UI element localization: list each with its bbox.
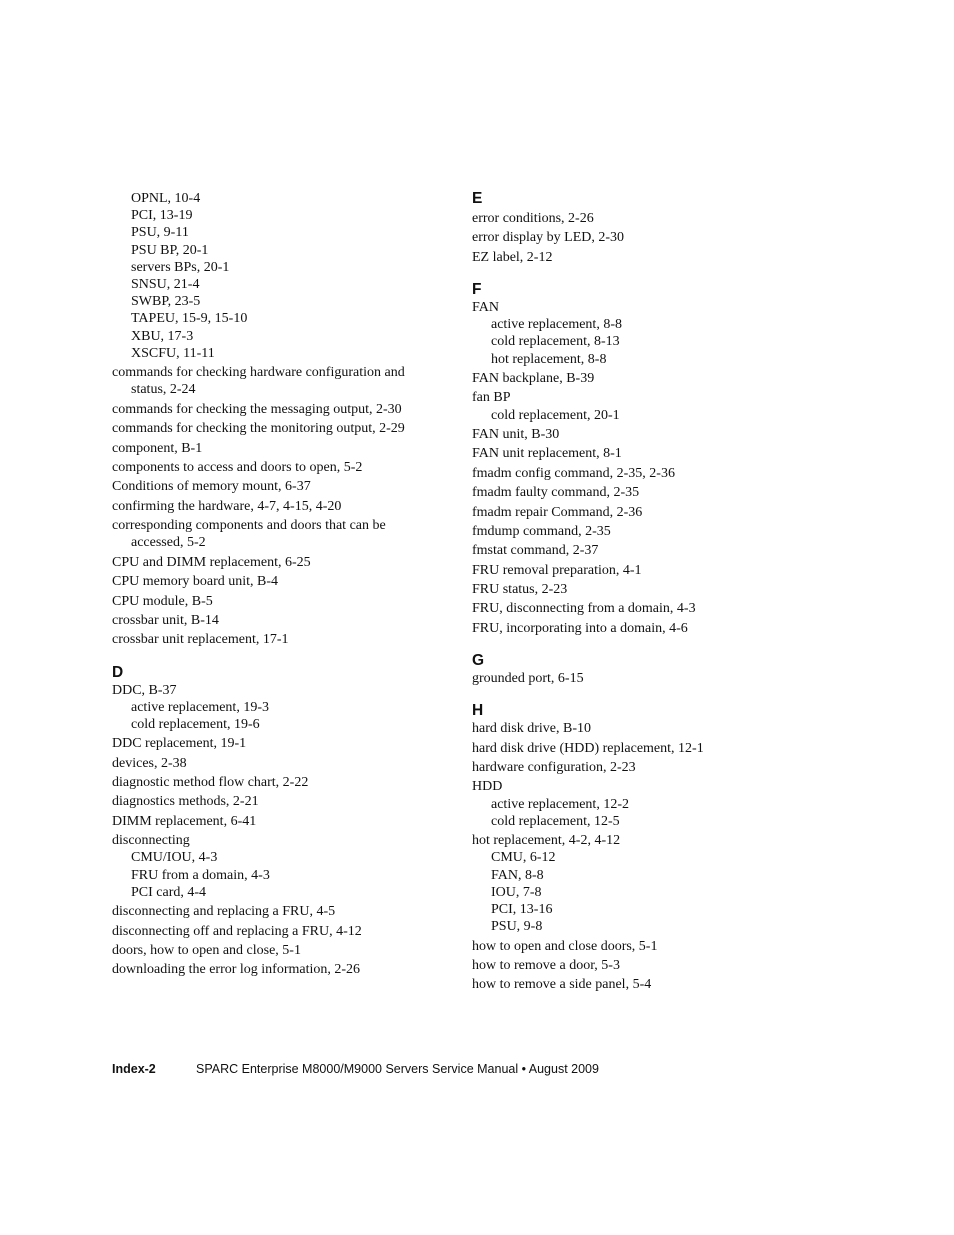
index-entry [472, 832, 792, 935]
index-entry: DDC replacement, 19-1 [112, 736, 247, 752]
index-entry-line: commands for checking hardware configuration and [112, 365, 405, 381]
index-subentry: SNSU, 21-4 [131, 277, 200, 293]
index-entry: commands for checking the messaging output, 2-30 [112, 401, 402, 417]
index-entry: disconnecting off and replacing a FRU, 4-12 [112, 923, 362, 939]
index-entry [112, 832, 452, 901]
index-entry: FRU, incorporating into a domain, 4-6 [472, 620, 688, 636]
index-subentry: IOU, 7-8 [491, 884, 542, 900]
index-entry: CPU module, B-5 [112, 593, 213, 609]
index-entry: FRU removal preparation, 4-1 [472, 562, 642, 578]
index-entry: error conditions, 2-26 [472, 211, 594, 226]
index-subentry: cold replacement, 8-13 [491, 334, 620, 350]
index-entry-line: FAN [472, 299, 499, 315]
index-entry: commands for checking the monitoring output, 2-29 [112, 421, 405, 437]
index-entry: FRU, disconnecting from a domain, 4-3 [472, 601, 696, 617]
index-entry: FAN backplane, B-39 [472, 370, 595, 386]
index-entry: fmadm faulty command, 2-35 [472, 485, 640, 501]
index-column-left [112, 190, 452, 981]
page-footer [112, 1062, 599, 1076]
index-entry: downloading the error log information, 2-26 [112, 962, 361, 978]
index-entry [472, 778, 792, 830]
index-subentry: PCI card, 4-4 [131, 884, 207, 900]
index-entry: FAN unit replacement, 8-1 [472, 446, 622, 462]
index-letter-heading: G [472, 652, 485, 670]
index-letter-heading: F [472, 280, 482, 298]
index-entry-line: accessed, 5-2 [131, 535, 206, 551]
index-subentry: FRU from a domain, 4-3 [131, 867, 270, 883]
index-entry [112, 517, 452, 551]
index-entry-line: hot replacement, 4-2, 4-12 [472, 833, 621, 849]
index-subentry: XBU, 17-3 [131, 328, 194, 344]
index-subentry: cold replacement, 19-6 [131, 716, 260, 732]
index-entry-line: disconnecting [112, 833, 190, 849]
index-entry: components to access and doors to open, 5-2 [112, 459, 363, 475]
index-subentry: FAN, 8-8 [491, 867, 544, 883]
index-subentry: OPNL, 10-4 [131, 191, 201, 206]
index-entry: diagnostic method flow chart, 2-22 [112, 775, 309, 791]
index-subentry: cold replacement, 12-5 [491, 813, 620, 829]
index-subentry: active replacement, 12-2 [491, 796, 629, 812]
index-entry: fmdump command, 2-35 [472, 523, 611, 539]
index-entry: FRU status, 2-23 [472, 582, 568, 598]
index-subentry: active replacement, 8-8 [491, 317, 622, 333]
index-column-right [472, 190, 792, 996]
index-subentry: PSU BP, 20-1 [131, 242, 209, 258]
index-subentry: CMU/IOU, 4-3 [131, 850, 218, 866]
index-entry-line: fan BP [472, 390, 511, 406]
index-subentry: servers BPs, 20-1 [131, 259, 230, 275]
index-entry: CPU and DIMM replacement, 6-25 [112, 554, 311, 570]
index-letter-heading: H [472, 702, 484, 720]
index-entry: EZ label, 2-12 [472, 249, 553, 265]
index-entry: confirming the hardware, 4-7, 4-15, 4-20 [112, 498, 342, 514]
index-entry: crossbar unit, B-14 [112, 612, 219, 628]
index-entry: DIMM replacement, 6-41 [112, 813, 257, 829]
index-subentry: cold replacement, 20-1 [491, 407, 620, 423]
index-entry: devices, 2-38 [112, 755, 187, 771]
index-subentry: TAPEU, 15-9, 15-10 [131, 311, 248, 327]
index-entry: fmstat command, 2-37 [472, 543, 599, 559]
index-entry: fmadm repair Command, 2-36 [472, 504, 643, 520]
index-entry [112, 682, 452, 734]
document-title: SPARC Enterprise M8000/M9000 Servers Service Manual • August 2009 [196, 1062, 599, 1076]
index-subentry: XSCFU, 11-11 [131, 345, 215, 361]
index-subentry: SWBP, 23-5 [131, 294, 201, 310]
index-subentry: PCI, 13-16 [491, 902, 553, 918]
index-entry [472, 299, 792, 368]
index-entry-line: corresponding components and doors that can be [112, 518, 386, 534]
index-subentry: PSU, 9-11 [131, 225, 189, 241]
index-entry: error display by LED, 2-30 [472, 230, 625, 246]
index-entry-line: status, 2-24 [131, 382, 196, 398]
index-subentry: PCI, 13-19 [131, 208, 193, 224]
index-entry-line: DDC, B-37 [112, 682, 177, 698]
index-subentry-group [112, 190, 452, 362]
index-entry: CPU memory board unit, B-4 [112, 574, 279, 590]
index-entry: how to remove a door, 5-3 [472, 958, 620, 974]
index-entry [472, 389, 792, 423]
index-entry: disconnecting and replacing a FRU, 4-5 [112, 904, 336, 920]
index-letter-heading: D [112, 663, 124, 681]
index-subentry: PSU, 9-8 [491, 919, 543, 935]
index-subentry: CMU, 6-12 [491, 850, 556, 866]
index-entry: FAN unit, B-30 [472, 426, 560, 442]
index-entry: component, B-1 [112, 440, 203, 456]
index-entry: how to open and close doors, 5-1 [472, 938, 658, 954]
index-entry: crossbar unit replacement, 17-1 [112, 632, 289, 648]
index-entry: hard disk drive (HDD) replacement, 12-1 [472, 740, 704, 756]
index-entry: diagnostics methods, 2-21 [112, 794, 259, 810]
index-subentry: active replacement, 19-3 [131, 699, 269, 715]
index-entry: doors, how to open and close, 5-1 [112, 943, 301, 959]
index-entry: hardware configuration, 2-23 [472, 760, 636, 776]
index-entry: grounded port, 6-15 [472, 671, 584, 687]
page-number: Index-2 [112, 1062, 156, 1076]
index-entry: how to remove a side panel, 5-4 [472, 977, 652, 993]
index-letter-heading: E [472, 190, 483, 207]
index-entry [112, 364, 452, 398]
index-entry: hard disk drive, B-10 [472, 721, 591, 737]
index-entry: Conditions of memory mount, 6-37 [112, 479, 311, 495]
index-subentry: hot replacement, 8-8 [491, 351, 607, 367]
index-entry-line: HDD [472, 779, 503, 795]
index-entry: fmadm config command, 2-35, 2-36 [472, 465, 675, 481]
